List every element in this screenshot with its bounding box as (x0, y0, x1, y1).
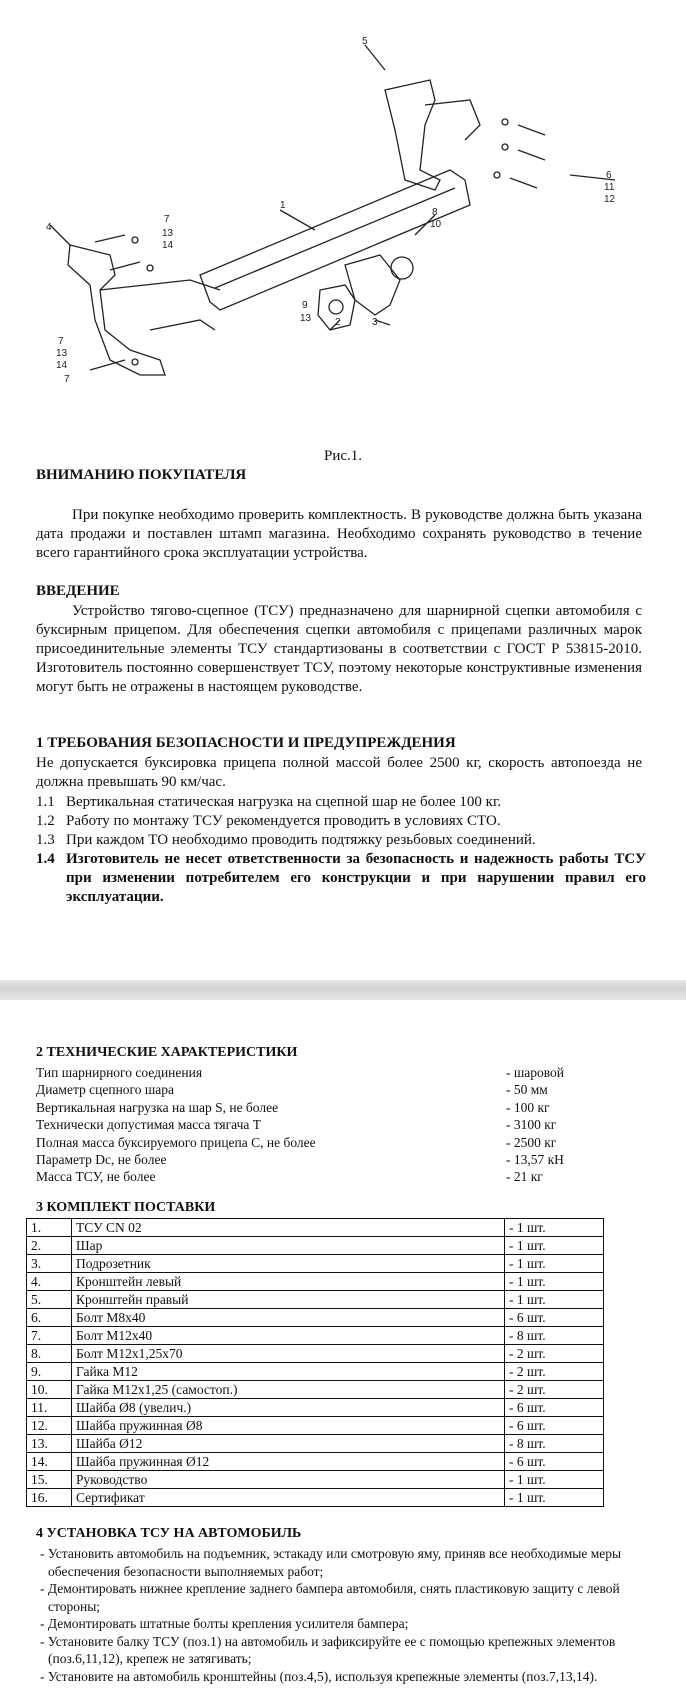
spec-row: Полная масса буксируемого прицепа C, не более - 2500 кг (36, 1134, 557, 1150)
kit-cell-num: 10. (27, 1381, 72, 1399)
kit-cell-name: Болт М12х40 (72, 1327, 505, 1345)
spec-row: Вертикальная нагрузка на шар S, не более - 100 кг (36, 1099, 550, 1115)
kit-cell-name: Кронштейн левый (72, 1273, 505, 1291)
kit-cell-num: 16. (27, 1489, 72, 1507)
kit-row (27, 1237, 604, 1255)
install-step: - Установите балку ТСУ (поз.1) на автомобиль и зафиксируйте ее с помощью крепежных элементов (поз.6,11,12), крепеж не затягивать; (40, 1633, 616, 1666)
kit-row (27, 1435, 604, 1453)
figure-caption: Рис.1. (323, 448, 363, 464)
kit-cell-qty: - 1 шт. (505, 1291, 604, 1309)
kit-cell-qty: - 1 шт. (505, 1255, 604, 1273)
kit-cell-name: Шайба пружинная Ø8 (72, 1417, 505, 1435)
kit-cell-num: 3. (27, 1255, 72, 1273)
page-gap (0, 980, 686, 1002)
kit-cell-num: 8. (27, 1345, 72, 1363)
kit-cell-name: Гайка М12х1,25 (самостоп.) (72, 1381, 505, 1399)
spec-list (36, 1064, 596, 1186)
label-10: 10 (430, 219, 442, 230)
kit-cell-qty: - 6 шт. (505, 1453, 604, 1471)
kit-cell-num: 5. (27, 1291, 72, 1309)
kit-cell-name: Шайба пружинная Ø12 (72, 1453, 505, 1471)
kit-row (27, 1291, 604, 1309)
spec-row: Диаметр сцепного шара - 50 мм (36, 1082, 548, 1098)
install-step: - Демонтировать нижнее крепление заднего бампера автомобиля, снять пластиковую защиту с левой стороны; (40, 1581, 620, 1614)
kit-row (27, 1273, 604, 1291)
kit-cell-num: 2. (27, 1237, 72, 1255)
kit-row (27, 1309, 604, 1327)
tow-ball (391, 257, 413, 279)
kit-cell-qty: - 6 шт. (505, 1309, 604, 1327)
kit-cell-name: Шайба Ø8 (увелич.) (72, 1399, 505, 1417)
towbar-assembly-drawing (40, 30, 660, 450)
kit-cell-qty: - 8 шт. (505, 1327, 604, 1345)
kit-row (27, 1471, 604, 1489)
safety-item: 1.2 Работу по монтажу ТСУ рекомендуется проводить в условиях СТО. (36, 813, 501, 829)
spec-row: Технически допустимая масса тягача T - 3100 кг (36, 1117, 557, 1133)
notice-heading: ВНИМАНИЮ ПОКУПАТЕЛЯ (36, 467, 247, 483)
safety-item: 1.3 При каждом ТО необходимо проводить подтяжку резьбовых соединений. (36, 832, 536, 848)
spec-row: Параметр Dc, не более - 13,57 кН (36, 1152, 564, 1168)
kit-table (26, 1218, 604, 1507)
kit-cell-qty: - 2 шт. (505, 1381, 604, 1399)
label-9: 9 (302, 300, 308, 311)
kit-cell-qty: - 1 шт. (505, 1471, 604, 1489)
kit-cell-num: 4. (27, 1273, 72, 1291)
install-steps (36, 1545, 650, 1685)
kit-cell-num: 7. (27, 1327, 72, 1345)
label-2: 2 (335, 317, 341, 328)
label-1: 1 (280, 200, 286, 211)
kit-cell-name: Кронштейн правый (72, 1291, 505, 1309)
bolts-right (494, 119, 545, 188)
kit-cell-name: Болт М12х1,25х70 (72, 1345, 505, 1363)
label-8: 8 (432, 207, 438, 218)
safety-list (36, 793, 646, 907)
kit-cell-num: 1. (27, 1219, 72, 1237)
install-heading: 4 УСТАНОВКА ТСУ НА АВТОМОБИЛЬ (36, 1526, 302, 1541)
kit-row (27, 1489, 604, 1507)
notice-text: При покупке необходимо проверить комплектность. В руководстве должна быть указана дата продажи и поставлен штамп магазина. Необходимо сохранять руководство в течение всего гарантийного срока эксплуатации устройства. (36, 507, 642, 561)
spec-row: Масса ТСУ, не более - 21 кг (36, 1169, 543, 1185)
kit-cell-name: Подрозетник (72, 1255, 505, 1273)
bolts-left (90, 235, 153, 370)
safety-text: Не допускается буксировка прицепа полной массой более 2500 кг, скорость автопоезда не должна превышать 90 км/час. (36, 755, 642, 790)
kit-row (27, 1327, 604, 1345)
kit-cell-num: 11. (27, 1399, 72, 1417)
install-step: - Демонтировать штатные болты крепления усилителя бампера; (40, 1616, 409, 1631)
kit-cell-num: 12. (27, 1417, 72, 1435)
kit-cell-qty: - 1 шт. (505, 1489, 604, 1507)
spec-row: Тип шарнирного соединения - шаровой (36, 1065, 565, 1080)
label-3: 3 (372, 317, 378, 328)
install-step: - Установите на автомобиль кронштейны (поз.4,5), используя крепежные элементы (поз.7,13,14). (40, 1668, 598, 1684)
intro-heading: ВВЕДЕНИЕ (36, 583, 120, 599)
beam-part (200, 170, 470, 310)
label-12: 12 (604, 194, 616, 205)
kit-row (27, 1417, 604, 1435)
label-13-bottom: 13 (56, 348, 68, 359)
kit-cell-name: ТСУ CN 02 (72, 1219, 505, 1237)
label-7-lower: 7 (64, 374, 70, 385)
kit-heading: 3 КОМПЛЕКТ ПОСТАВКИ (36, 1200, 216, 1215)
safety-item: 1.1 Вертикальная статическая нагрузка на сцепной шар не более 100 кг. (36, 794, 502, 810)
kit-row (27, 1381, 604, 1399)
kit-cell-num: 15. (27, 1471, 72, 1489)
kit-row (27, 1453, 604, 1471)
label-7-bottom: 7 (58, 336, 64, 347)
kit-row (27, 1219, 604, 1237)
safety-item-disclaimer: 1.4 Изготовитель не несет ответственности за безопасность и надежность работы ТСУ при изменении потребителем его конструкции и при нарушении правил его эксплуатации. (36, 851, 646, 905)
label-7-top: 7 (164, 214, 170, 225)
label-5: 5 (362, 36, 368, 47)
kit-cell-name: Шар (72, 1237, 505, 1255)
right-bracket (385, 80, 440, 190)
kit-cell-qty: - 1 шт. (505, 1219, 604, 1237)
tech-heading: 2 ТЕХНИЧЕСКИЕ ХАРАКТЕРИСТИКИ (36, 1045, 298, 1060)
kit-cell-qty: - 6 шт. (505, 1399, 604, 1417)
kit-cell-qty: - 6 шт. (505, 1417, 604, 1435)
kit-cell-name: Болт М8х40 (72, 1309, 505, 1327)
label-14-bottom: 14 (56, 360, 68, 371)
label-4: 4 (46, 222, 52, 233)
kit-cell-name: Гайка М12 (72, 1363, 505, 1381)
kit-cell-qty: - 2 шт. (505, 1363, 604, 1381)
kit-row (27, 1255, 604, 1273)
kit-cell-num: 9. (27, 1363, 72, 1381)
kit-row (27, 1363, 604, 1381)
label-6: 6 (606, 170, 612, 181)
install-step: - Установить автомобиль на подъемник, эстакаду или смотровую яму, приняв все необходимые меры обеспечения безопасности выполняемых работ; (40, 1546, 622, 1579)
intro-text: Устройство тягово-сцепное (ТСУ) предназначено для шарнирной сцепки автомобиля с буксирным прицепом. Для обеспечения сцепки автомобиля с прицепами различных марок присоединительные элементы ТСУ стандартизованы в соответствии с ГОСТ Р 53815-2010. Изготовитель постоянно совершенствует ТСУ, поэтому некоторые конструктивные изменения могут быть не отражены в настоящем руководстве. (36, 603, 642, 695)
label-13-mid: 13 (300, 313, 312, 324)
kit-cell-qty: - 2 шт. (505, 1345, 604, 1363)
kit-row (27, 1399, 604, 1417)
kit-cell-qty: - 8 шт. (505, 1435, 604, 1453)
manual-page-2 (0, 1000, 686, 1688)
kit-cell-num: 13. (27, 1435, 72, 1453)
label-14-top: 14 (162, 240, 174, 251)
kit-cell-name: Шайба Ø12 (72, 1435, 505, 1453)
kit-cell-qty: - 1 шт. (505, 1273, 604, 1291)
label-13-top: 13 (162, 228, 174, 239)
label-11: 11 (604, 182, 615, 193)
kit-cell-name: Сертификат (72, 1489, 505, 1507)
kit-row (27, 1345, 604, 1363)
kit-cell-qty: - 1 шт. (505, 1237, 604, 1255)
kit-cell-name: Руководство (72, 1471, 505, 1489)
kit-cell-num: 6. (27, 1309, 72, 1327)
kit-cell-num: 14. (27, 1453, 72, 1471)
safety-heading: 1 ТРЕБОВАНИЯ БЕЗОПАСНОСТИ И ПРЕДУПРЕЖДЕНИЯ (36, 735, 456, 751)
